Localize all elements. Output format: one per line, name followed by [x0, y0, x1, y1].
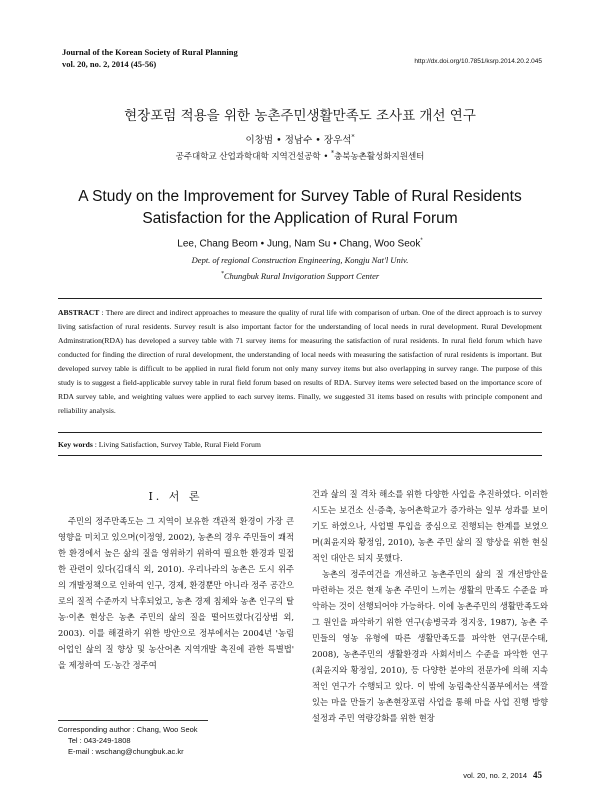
- footnote-tel: Tel : 043-249-1808: [68, 736, 131, 745]
- abstract-top-rule: [58, 298, 542, 299]
- journal-name: Journal of the Korean Society of Rural Planning: [62, 47, 238, 57]
- english-title: [40, 186, 560, 230]
- korean-affiliation-mark: *: [331, 150, 335, 158]
- keywords-label: Key words: [58, 440, 93, 449]
- body-paragraph: 건과 삶의 질 격차 해소를 위한 다양한 사업을 추진하였다. 이러한 시도는 보건소 신·증축, 농어촌학교가 증가하는 일부 성과를 보이기도 하였으나, 사업별 투입을 중심으로 진행되는 한계를 보였으며(최윤지와 황정임, 2010), 농촌 주민 삶의 질 향상을 위한 현실적인 대안은 되지 못했다.: [312, 489, 548, 563]
- body-left-column: [58, 513, 294, 673]
- corresponding-author-footnote: [58, 724, 198, 757]
- keywords-text: : Living Satisfaction, Survey Table, Rural Field Forum: [94, 440, 261, 449]
- korean-authors: [0, 132, 600, 146]
- english-affiliation-1: Dept. of regional Construction Engineering, Kongju Nat'l Univ.: [191, 255, 409, 265]
- korean-affiliation-1: 공주대학교 산업과학대학 지역건설공학 •: [175, 152, 332, 162]
- english-affiliation-2-wrap: [0, 267, 600, 283]
- body-right-column: [312, 486, 548, 726]
- korean-affiliation-2: 충북농촌활성화지원센터: [334, 152, 425, 162]
- footer-issue: vol. 20, no. 2, 2014: [463, 771, 527, 780]
- keywords-bottom-rule: [58, 455, 542, 456]
- english-authors: [0, 238, 600, 249]
- keywords: [58, 440, 542, 449]
- footnote-author: Corresponding author : Chang, Woo Seok: [58, 725, 198, 734]
- korean-author-names: 이창범 • 정남수 • 장우석: [245, 135, 352, 146]
- page-number: 45: [533, 770, 542, 780]
- abstract-text: : There are direct and indirect approaches to measure the quality of rural life with comparison of urban. One of the direct approach is to survey living satisfaction of rural residents. Survey result is also important factor for the understanding of local needs in rural development. Rural Development Adminstration(RDA) has developed a survey table with 71 survey items for measuring the satisfaction of rural residents. In rural field forum which have conducted for finding the direction of rural development, the understanding of local needs with measuring the satisfaction of rural residents is important. But developed survey table is difficult to be applied in rural field forum not only many survey items but also overlapping in survey range. The purpose of this study is to suggest a field-applicable survey table in rural field forum based on results of RDA. Survey items were selected based on the importance score of RDA survey table, and weighting values were applied to each survey items. Finally, we suggested 31 items based on results with principle component and reliability analysis.: [58, 308, 542, 415]
- english-title-line1: A Study on the Improvement for Survey Table of Rural Residents: [78, 188, 522, 205]
- abstract-bottom-rule: [58, 432, 542, 433]
- english-affiliation-mark: *: [220, 271, 224, 277]
- abstract: [58, 306, 542, 418]
- english-affiliation-2: Chungbuk Rural Invigoration Support Center: [223, 270, 380, 281]
- korean-author-mark: *: [351, 133, 355, 141]
- doi-link[interactable]: http://dx.doi.org/10.7851/ksrp.2014.20.2.045: [414, 58, 542, 65]
- korean-title: 현장포럼 적용을 위한 농촌주민생활만족도 조사표 개선 연구: [124, 108, 476, 124]
- body-paragraph: 농촌의 정주여건을 개선하고 농촌주민의 삶의 질 개선방안을 마련하는 것은 현재 농촌 주민이 느끼는 생활의 만족도 수준을 파악하는 것이 선행되어야 가능하다. 이에 농촌주민의 생활만족도와 그 원인을 파악하기 위한 연구(송병국과 정지웅, 1987), 농촌 주민들의 영농 유형에 따른 생활만족도를 파악한 연구(문수태, 2008), 농촌주민의 생활환경과 사회서비스 수준을 파악한 연구(최윤지와 황정임, 2010), 등 다양한 분야의 전문가에 의해 지속적인 연구가 수행되고 있다. 이 밖에 농림축산식품부에서는 색깔있는 마을 만들기 농촌현장포럼 사업을 통해 마을 사업 진행 방향 설정과 주민 역량강화를 위한 현장: [312, 569, 548, 723]
- footnote-rule: [58, 720, 208, 721]
- english-author-names: Lee, Chang Beom • Jung, Nam Su • Chang, Woo Seok: [177, 238, 421, 250]
- english-affiliation: [0, 253, 600, 283]
- journal-volume: vol. 20, no. 2, 2014 (45-56): [62, 59, 157, 69]
- section-heading: Ⅰ. 서 론: [148, 490, 203, 503]
- body-paragraph: 주민의 정주만족도는 그 지역이 보유한 객관적 환경이 가장 큰 영향을 미치고 있으며(이정영, 2002), 농촌의 경우 주민들이 쾌적한 환경에서 높은 삶의 질을 영위하기 위하여 필요한 환경과 밀접한 관련이 있다(김대식 외, 2010). 우리나라의 농촌은 도시 위주의 개발정책으로 인하여 인구, 경제, 환경뿐만 아니라 정주 공간으로의 질적 수준까지 낙후되었고, 농촌 경제 침체와 농촌 인구의 탈농·이촌 현상은 농촌 주민의 삶의 질을 떨어뜨렸다(김상범 외, 2003). 이를 해결하기 위한 방안으로 정부에서는 2004년 '농림어업인 삶의 질 향상 및 농산어촌 지역개발 촉진에 관한 특별법' 을 제정하여 도·농간 정주여: [58, 516, 294, 670]
- english-title-line2: Satisfaction for the Application of Rural Forum: [142, 210, 458, 227]
- footnote-email[interactable]: E-mail : wschang@chungbuk.ac.kr: [68, 747, 184, 756]
- journal-header: [62, 46, 238, 70]
- korean-affiliation: [0, 150, 600, 162]
- abstract-label: ABSTRACT: [58, 308, 100, 317]
- english-author-mark: *: [420, 238, 423, 244]
- page-footer: [463, 770, 542, 780]
